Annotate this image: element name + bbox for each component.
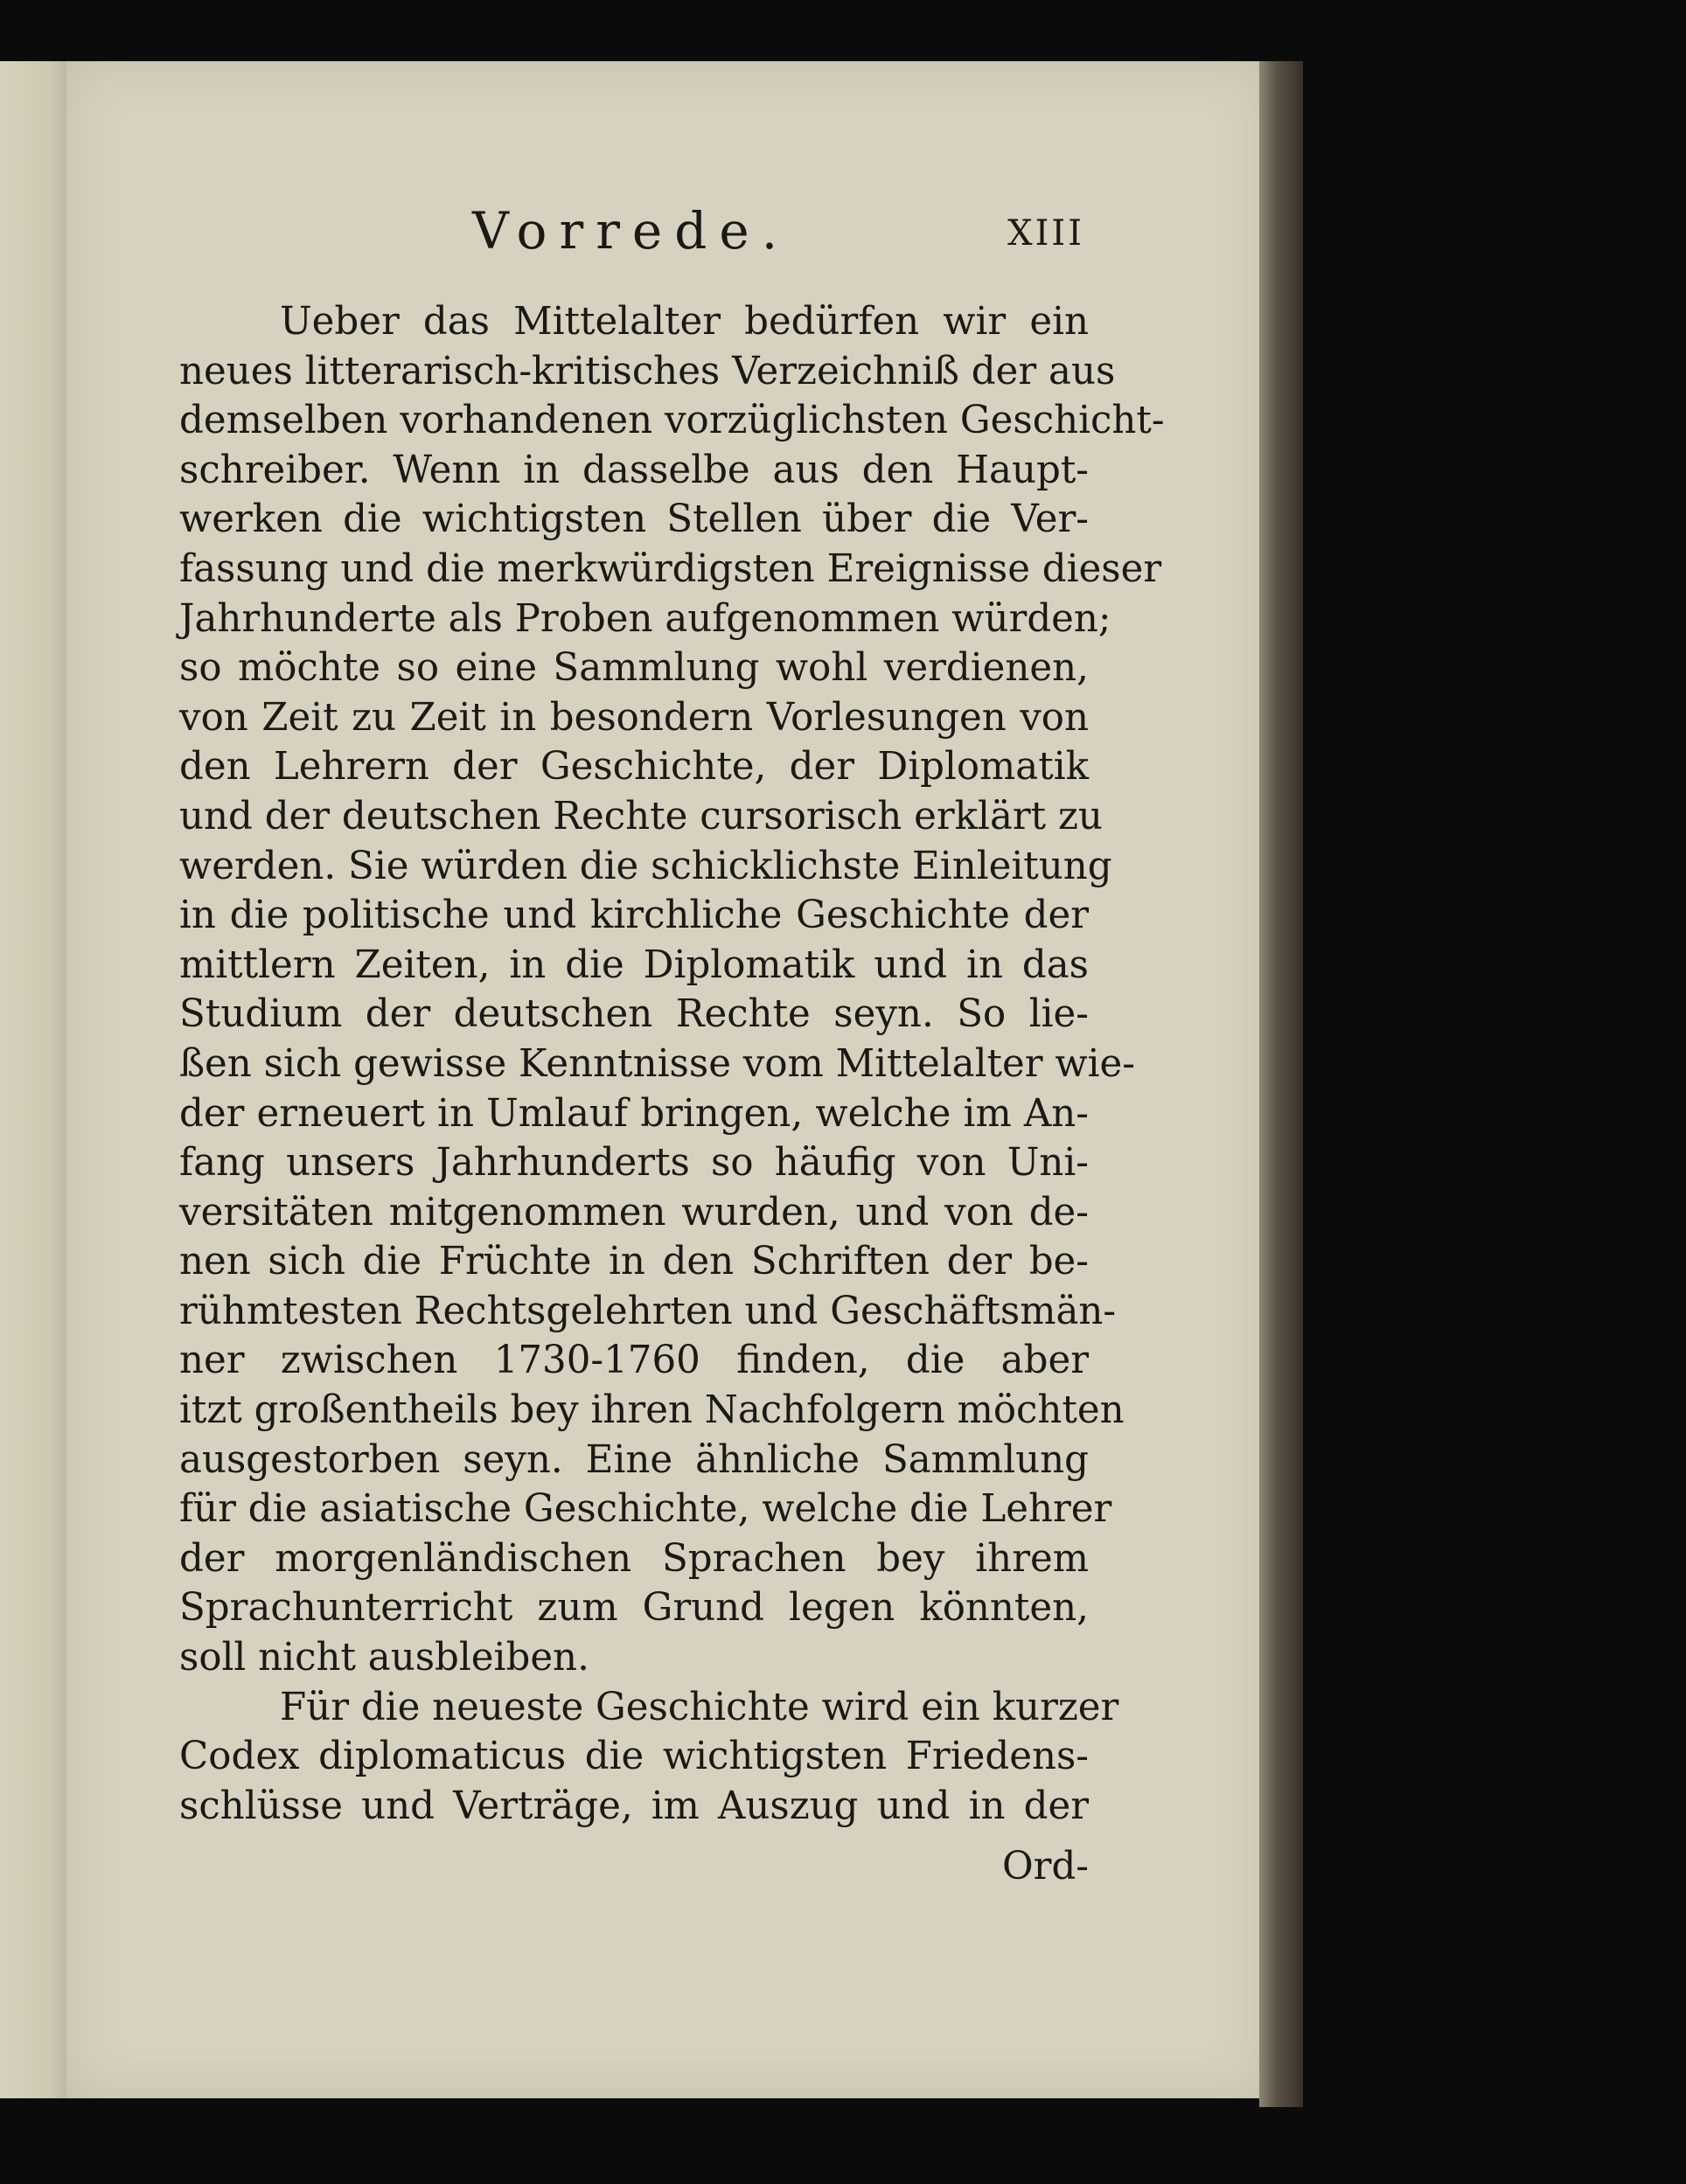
text-line: ßen sich gewisse Kenntnisse vom Mittelalter wie- <box>179 1041 1135 1086</box>
text-line: Ueber das Mittelalter bedürfen wir ein <box>280 300 1089 344</box>
text-line: mittlern Zeiten, in die Diplomatik und in das <box>179 942 1089 987</box>
text-line: der erneuert in Umlauf bringen, welche im An- <box>179 1091 1089 1136</box>
catchword: Ord- <box>1001 1845 1089 1888</box>
text-line: Studium der deutschen Rechte seyn. So lie- <box>179 992 1089 1037</box>
text-line: nen sich die Früchte in den Schriften der be- <box>179 1240 1089 1284</box>
text-line: Jahrhunderte als Proben aufgenommen würden; <box>179 596 1111 641</box>
text-line: demselben vorhandenen vorzüglichsten Geschicht- <box>179 399 1165 443</box>
body-text <box>179 297 1165 1831</box>
text-line: fassung und die merkwürdigsten Ereignisse dieser <box>179 546 1162 591</box>
text-line: Für die neueste Geschichte wird ein kurzer <box>280 1685 1119 1729</box>
text-line: ausgestorben seyn. Eine ähnliche Sammlung <box>179 1437 1089 1482</box>
text-line: ner zwischen 1730-1760 finden, die aber <box>179 1339 1089 1383</box>
text-line: in die politische und kirchliche Geschichte der <box>179 894 1089 938</box>
paragraph-2 <box>179 1683 1119 1832</box>
text-line: Sprachunterricht zum Grund legen könnten, <box>179 1586 1089 1631</box>
text-line: für die asiatische Geschichte, welche die Lehrer <box>179 1487 1112 1532</box>
page-block-edge <box>1259 61 1303 2107</box>
text-line: versitäten mitgenommen wurden, und von de- <box>179 1190 1089 1235</box>
text-line: werden. Sie würden die schicklichste Einleitung <box>179 844 1112 888</box>
text-line: rühmtesten Rechtsgelehrten und Geschäftsmän- <box>179 1289 1117 1333</box>
text-line: Codex diplomaticus die wichtigsten Friedens- <box>179 1735 1089 1779</box>
text-line: von Zeit zu Zeit in besondern Vorlesungen von <box>179 695 1089 740</box>
text-line: so möchte so eine Sammlung wohl verdienen, <box>179 646 1089 691</box>
facing-page-edge <box>0 61 73 2098</box>
text-line: neues litterarisch-kritisches Verzeichniß der aus <box>179 349 1116 393</box>
paragraph-1 <box>179 297 1165 1683</box>
text-line: fang unsers Jahrhunderts so häufig von Uni- <box>179 1141 1089 1186</box>
text-line: der morgenländischen Sprachen bey ihrem <box>179 1536 1089 1581</box>
text-line: und der deutschen Rechte cursorisch erklärt zu <box>179 794 1103 838</box>
text-line: den Lehrern der Geschichte, der Diplomatik <box>179 745 1089 789</box>
page-number: XIII <box>1007 213 1084 254</box>
text-line: werken die wichtigsten Stellen über die Ver- <box>179 497 1089 542</box>
text-line: schlüsse und Verträge, im Auszug und in der <box>179 1784 1089 1828</box>
running-title: Vorrede. <box>472 201 791 261</box>
text-line: itzt großentheils bey ihren Nachfolgern möchten <box>179 1388 1125 1433</box>
text-line: soll nicht ausbleiben. <box>179 1636 589 1680</box>
page-header <box>472 201 1084 271</box>
text-line: schreiber. Wenn in dasselbe aus den Haupt- <box>179 448 1089 492</box>
